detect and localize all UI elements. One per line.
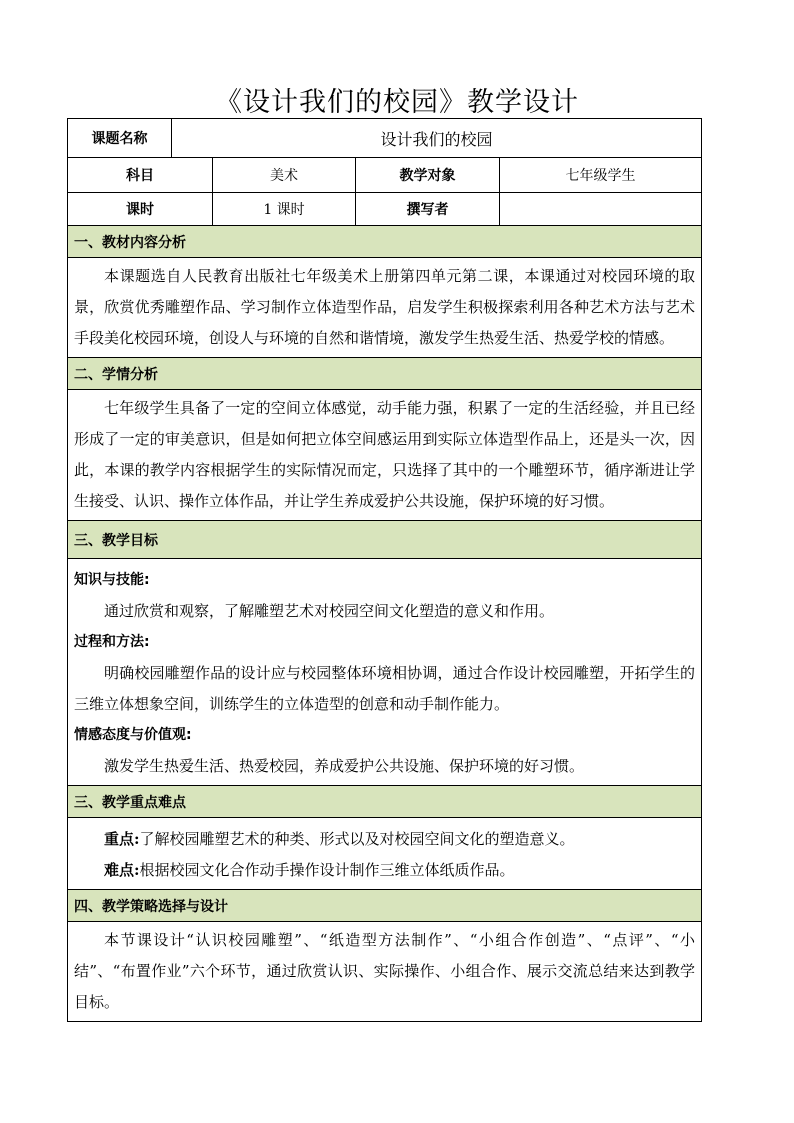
- hours-label: 课时: [68, 193, 213, 226]
- section-5-title: 四、教学策略选择与设计: [68, 890, 702, 922]
- section-2-text: 七年级学生具备了一定的空间立体感觉，动手能力强，积累了一定的生活经验，并且已经形成了一定的审美意识，但是如何把立体空间感运用到实际立体造型作品上，还是头一次，因此，本课的教学内容根据学生的实际情况而定，只选择了其中的一个雕塑环节，循序渐进让学生接受、认识、操作立体作品，并让学生养成爱护公共设施，保护环境的好习惯。: [74, 399, 696, 510]
- section-3-subtitle-process: 过程和方法:: [74, 634, 150, 650]
- audience-value: 七年级学生: [500, 158, 702, 193]
- course-label: 课题名称: [68, 119, 172, 158]
- row-section-3-title: [68, 521, 702, 559]
- lesson-plan-table: [67, 118, 702, 1022]
- section-4-difficulty: [74, 855, 695, 886]
- row-section-5-body: [68, 922, 702, 1022]
- key-point-text: 了解校园雕塑艺术的种类、形式以及对校园空间文化的塑造意义。: [139, 830, 575, 848]
- row-section-5-title: [68, 890, 702, 922]
- row-section-2-body: [68, 390, 702, 521]
- row-section-3-body: [68, 559, 702, 786]
- key-point-label: 重点:: [104, 830, 140, 848]
- row-subject: [68, 158, 702, 193]
- section-4-key-point: [74, 824, 695, 855]
- section-3-text-knowledge: 通过欣赏和观察，了解雕塑艺术对校园空间文化塑造的意义和作用。: [104, 602, 555, 620]
- difficulty-label: 难点:: [104, 861, 140, 879]
- subject-label: 科目: [68, 158, 213, 193]
- section-4-title: 三、教学重点难点: [68, 786, 702, 818]
- author-value: [500, 193, 702, 226]
- audience-label: 教学对象: [356, 158, 500, 193]
- row-section-4-title: [68, 786, 702, 818]
- section-3-title: 三、教学目标: [68, 521, 702, 559]
- section-3-subtitle-knowledge: 知识与技能:: [74, 572, 150, 588]
- author-label: 撰写者: [356, 193, 500, 226]
- section-3-text-process: 明确校园雕塑作品的设计应与校园整体环境相协调，通过合作设计校园雕塑，开拓学生的三维立体想象空间，训练学生的立体造型的创意和动手制作能力。: [74, 664, 696, 713]
- row-section-1-body: [68, 258, 702, 358]
- section-1-text: 本课题选自人民教育出版社七年级美术上册第四单元第二课，本课通过对校园环境的取景，欣赏优秀雕塑作品、学习制作立体造型作品，启发学生积极探索利用各种艺术方法与艺术手段美化校园环境，创设人与环境的自然和谐情境，激发学生热爱生活、热爱学校的情感。: [74, 267, 696, 347]
- row-section-1-title: [68, 226, 702, 258]
- section-1-title: 一、教材内容分析: [68, 226, 702, 258]
- row-section-2-title: [68, 358, 702, 390]
- section-5-text: 本节课设计“认识校园雕塑”、“纸造型方法制作”、“小组合作创造”、“点评”、“小结”、“布置作业”六个环节，通过欣赏认识、实际操作、小组合作、展示交流总结来达到教学目标。: [74, 931, 696, 1011]
- hours-value: 1 课时: [213, 193, 356, 226]
- subject-value: 美术: [213, 158, 356, 193]
- section-3-text-emotion: 激发学生热爱生活、热爱校园，养成爱护公共设施、保护环境的好习惯。: [104, 757, 585, 775]
- row-section-4-body: [68, 818, 702, 890]
- section-3-subtitle-emotion: 情感态度与价值观:: [74, 727, 192, 743]
- section-2-title: 二、学情分析: [68, 358, 702, 390]
- difficulty-text: 根据校园文化合作动手操作设计制作三维立体纸质作品。: [139, 861, 515, 879]
- row-hours: [68, 193, 702, 226]
- row-course: [68, 119, 702, 158]
- document-title: 《设计我们的校园》教学设计: [215, 87, 579, 118]
- course-value: 设计我们的校园: [172, 119, 702, 158]
